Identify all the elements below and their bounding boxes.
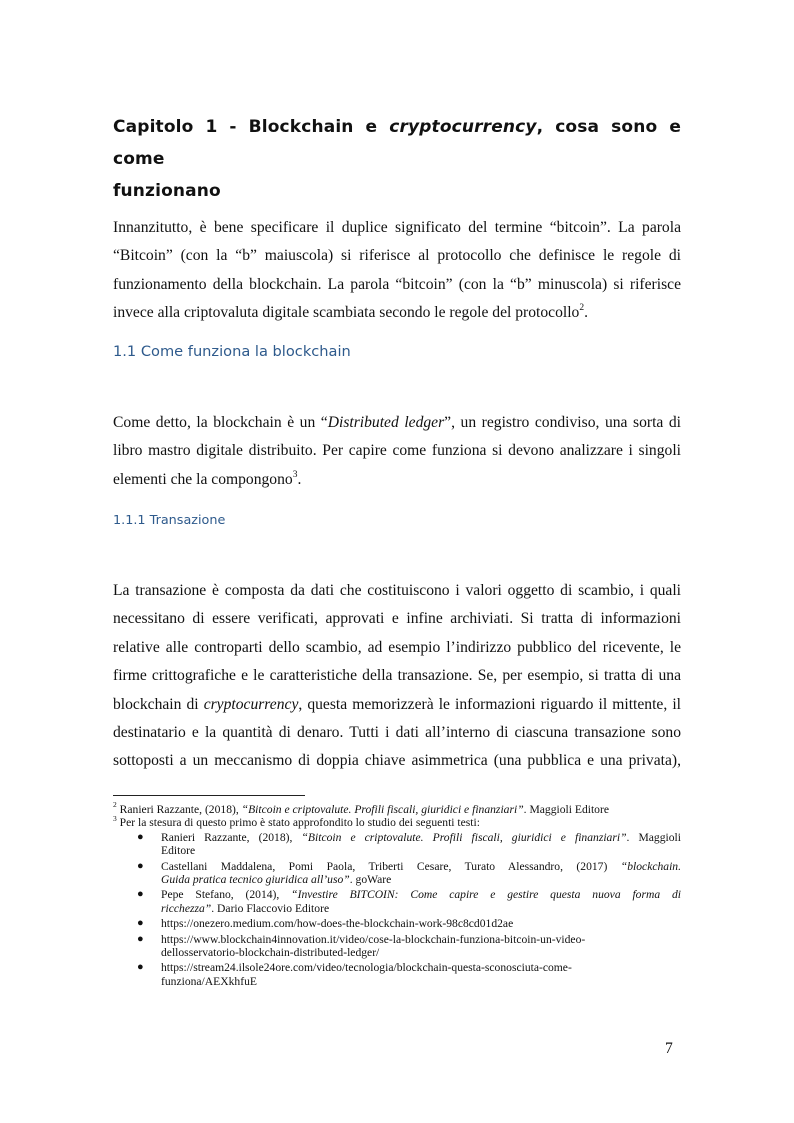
list-item-text-italic: Guida pratica tecnico giuridica all’uso” — [161, 873, 350, 887]
bullet-icon: ● — [137, 961, 144, 974]
url-link[interactable]: funziona/AEXkhfuE — [161, 974, 257, 988]
chapter-title-italic: cryptocurrency — [389, 117, 537, 137]
list-item-line — [161, 831, 681, 844]
footnote-ref-2[interactable]: 2 — [579, 302, 585, 313]
list-item — [113, 888, 681, 915]
footnote-3 — [113, 813, 681, 830]
footnote-2 — [113, 800, 681, 816]
chapter-title-prefix: Capitolo 1 - Blockchain e — [113, 117, 390, 137]
text-line: La transazione è composta da dati che costituiscono i valori oggetto di scambio, i quali — [113, 582, 681, 599]
list-item-text: Pepe Stefano, (2014), — [161, 888, 292, 902]
list-item-text: . Dario Flaccovio Editore — [211, 901, 330, 915]
bullet-icon: ● — [137, 859, 144, 872]
list-item-line — [161, 873, 681, 886]
footnote-number: 3 — [113, 813, 117, 823]
text-fragment-italic: cryptocurrency — [203, 695, 299, 713]
list-item-line — [161, 860, 681, 873]
list-item-text-italic: “Bitcoin e criptovalute. Profili fiscali, giuridici e finanziari” — [301, 830, 627, 844]
bullet-icon: ● — [137, 917, 144, 930]
text-line: sottoposti a un meccanismo di doppia chiave asimmetrica (una pubblica e una privata), — [113, 752, 681, 770]
list-item-text-italic: ricchezza” — [161, 901, 212, 915]
list-item — [113, 917, 681, 930]
text-fragment: invece alla criptovaluta digitale scambiata secondo le regole del protocollo — [113, 304, 580, 322]
text-fragment: . — [584, 304, 588, 322]
chapter-title-suffix: , cosa sono e come — [113, 117, 681, 169]
chapter-title — [113, 111, 681, 207]
text-line — [113, 466, 681, 494]
url-link[interactable]: https://www.blockchain4innovation.it/video/cose-la-blockchain-funziona-bitcoin-un-video- — [161, 932, 586, 946]
intro-paragraph — [113, 214, 681, 328]
footnote-divider — [113, 795, 305, 796]
list-item-text: . Maggioli — [626, 830, 681, 844]
list-item-text: Castellani Maddalena, Pomi Paola, Triberti Cesare, Turato Alessandro, (2017) — [161, 859, 621, 873]
footnote-text: . Maggioli Editore — [523, 803, 609, 816]
footnote-source-list — [113, 831, 681, 988]
text-fragment: . — [297, 470, 302, 488]
text-line — [113, 691, 681, 719]
section-heading-1-1-1: 1.1.1 Transazione — [113, 513, 226, 528]
list-item — [113, 831, 681, 858]
text-line: Innanzitutto, è bene specificare il duplice significato del termine “bitcoin”. La parola — [113, 219, 681, 236]
list-item-line — [161, 902, 681, 915]
list-item — [113, 961, 681, 988]
text-line — [113, 299, 681, 327]
list-item-text: Ranieri Razzante, (2018), — [161, 830, 302, 844]
list-item-text-italic: “blockchain. — [620, 859, 681, 873]
list-item — [113, 933, 681, 960]
footnote-ref-3[interactable]: 3 — [292, 469, 298, 480]
bullet-icon: ● — [137, 932, 144, 945]
text-fragment: ”, un registro condiviso, una sorta di — [444, 414, 682, 431]
text-fragment-italic: Distributed ledger — [327, 414, 445, 431]
text-line: funzionamento della blockchain. La parola “bitcoin” (con la “b” minuscola) si riferisce — [113, 275, 681, 293]
text-line: relative alle controparti dello scambio, ad esempio l’indirizzo pubblico del ricevente, le — [113, 638, 681, 656]
chapter-title-line2: funzionano — [113, 181, 221, 201]
list-item-text: . goWare — [349, 873, 392, 887]
list-item-line: Editore — [161, 844, 196, 858]
bullet-icon: ● — [137, 888, 144, 901]
page-number: 7 — [665, 1040, 673, 1057]
text-line: necessitano di essere verificati, approvati e infine archiviati. Si tratta di informazioni — [113, 610, 681, 628]
url-link[interactable]: https://onezero.medium.com/how-does-the-blockchain-work-98c8cd01d2ae — [161, 917, 514, 931]
text-fragment: elementi che la compongono — [113, 470, 293, 488]
footnote-text: Ranieri Razzante, (2018), — [116, 803, 242, 816]
section-heading-1-1: 1.1 Come funziona la blockchain — [113, 343, 351, 360]
text-line — [113, 409, 681, 437]
footnotes — [113, 800, 681, 990]
section-1-1-paragraph — [113, 409, 681, 494]
section-1-1-1-paragraph — [113, 577, 681, 776]
text-line: “Bitcoin” (con la “b” maiuscola) si riferisce al protocollo che definisce le regole di — [113, 247, 681, 265]
list-item-line — [161, 888, 681, 901]
footnote-text: Per la stesura di questo primo è stato approfondito lo studio dei seguenti testi: — [116, 816, 480, 830]
text-fragment: Come detto, la blockchain è un “ — [113, 414, 328, 431]
url-link[interactable]: dellosservatorio-blockchain-distributed-ledger/ — [161, 946, 380, 960]
text-line: libro mastro digitale distribuito. Per capire come funziona si devono analizzare i singoli — [113, 442, 681, 460]
list-item-text-italic: “Investire BITCOIN: Come capire e gestire questa nuova forma di — [291, 888, 681, 902]
footnote-number: 2 — [113, 800, 117, 810]
text-line: firme crittografiche e le caratteristiche della transazione. Se, per esempio, si tratta di una — [113, 667, 681, 685]
text-line: destinatario e la quantità di denaro. Tutti i dati all’interno di ciascuna transazione sono — [113, 723, 681, 741]
bullet-icon: ● — [137, 830, 144, 843]
list-item — [113, 860, 681, 887]
text-fragment: , questa memorizzerà le informazioni riguardo il mittente, il — [298, 695, 681, 713]
url-link[interactable]: https://stream24.ilsole24ore.com/video/tecnologia/blockchain-questa-sconosciuta-come- — [161, 961, 572, 975]
footnote-text-italic: “Bitcoin e criptovalute. Profili fiscali, giuridici e finanziari” — [241, 803, 524, 816]
text-fragment: blockchain di — [113, 695, 204, 713]
